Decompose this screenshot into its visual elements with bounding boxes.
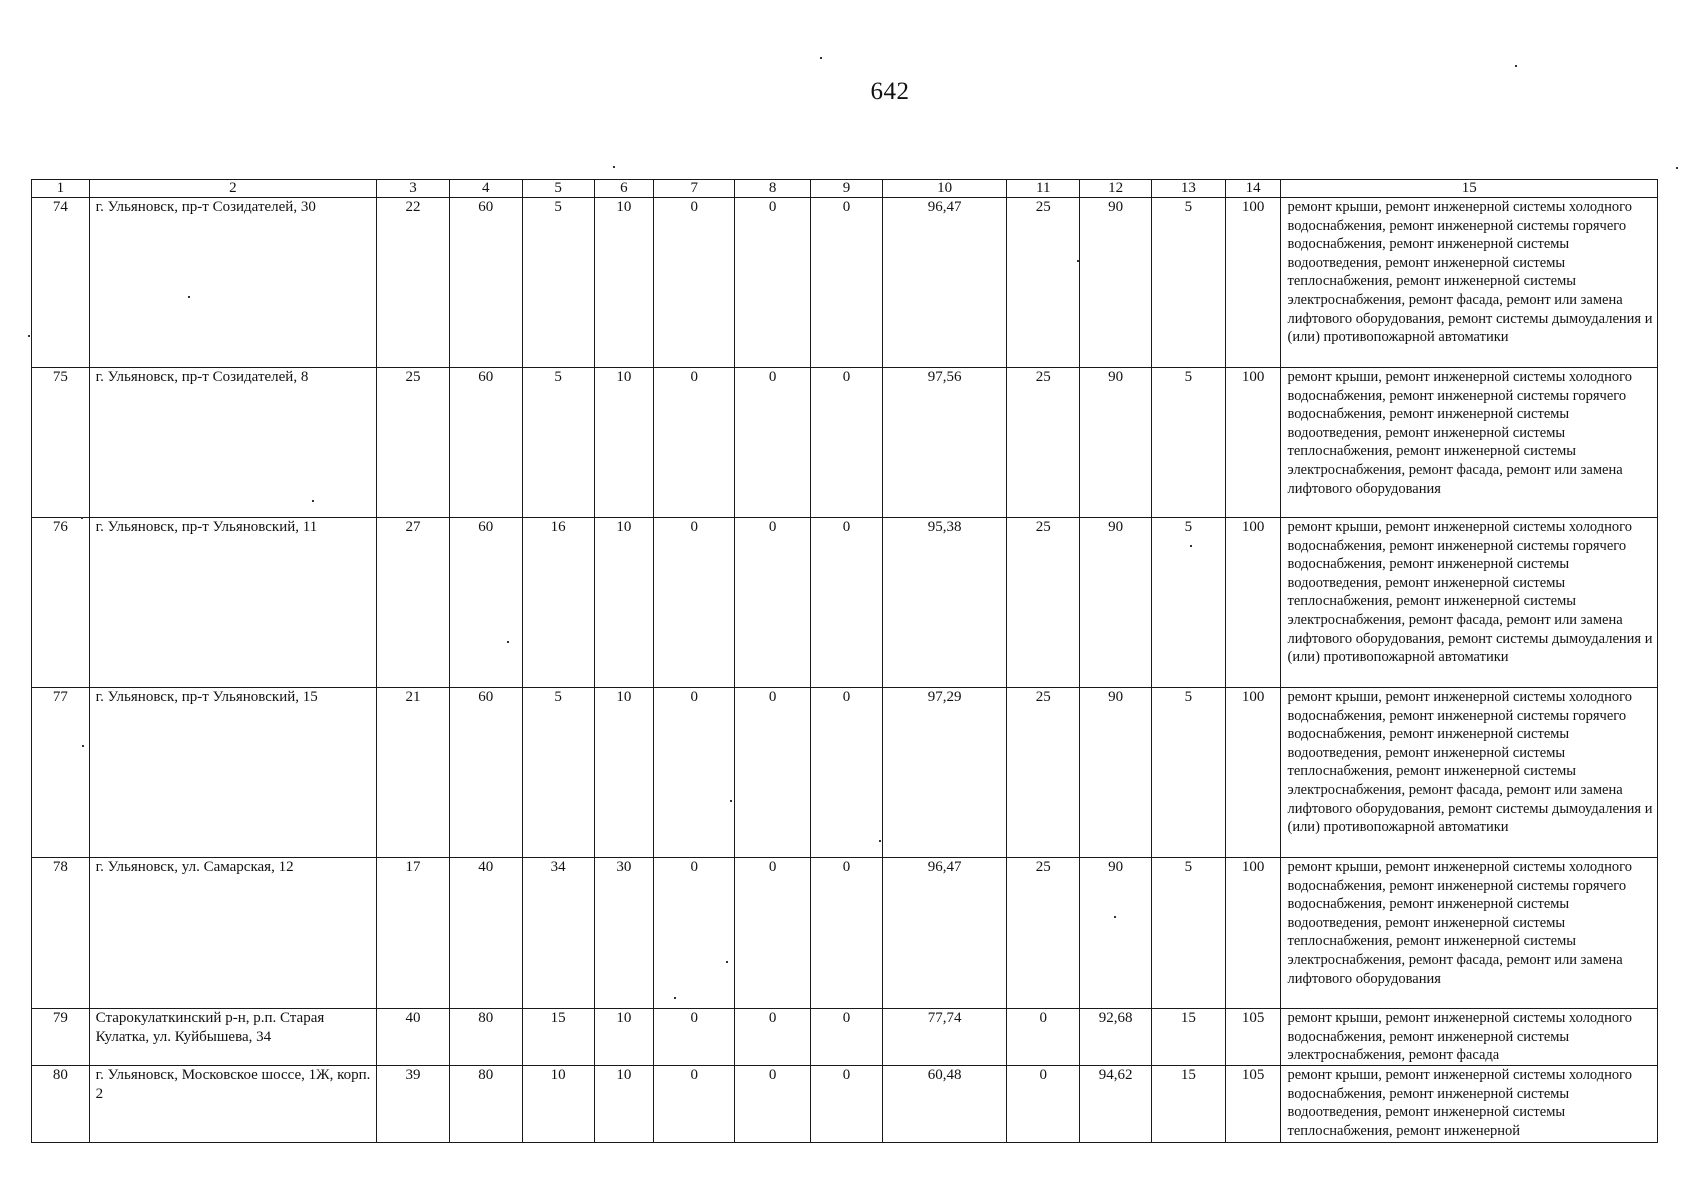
value-cell: 10 (594, 1009, 654, 1066)
value-cell: 5 (1151, 688, 1225, 858)
value-cell: 17 (377, 858, 450, 1009)
value-cell: 16 (522, 518, 594, 688)
works-cell: ремонт крыши, ремонт инженерной системы холодного водоснабжения, ремонт инженерной системы горячего водоснабжения, ремонт инженерной системы водоотведения, ремонт инженерной системы теплоснабжения, ремонт инженерной системы электроснабжения, ремонт фасада, ремонт или замена лифтового оборудования (1281, 368, 1658, 518)
value-cell: 90 (1080, 198, 1152, 368)
value-cell: 10 (522, 1066, 594, 1143)
value-cell: 90 (1080, 368, 1152, 518)
scan-speck (507, 641, 509, 643)
value-cell: 80 (449, 1066, 522, 1143)
scan-speck (726, 961, 728, 963)
address-cell: г. Ульяновск, ул. Самарская, 12 (89, 858, 376, 1009)
value-cell: 0 (735, 688, 811, 858)
row-number-cell: 80 (32, 1066, 90, 1143)
value-cell: 0 (811, 688, 883, 858)
value-cell: 95,38 (882, 518, 1006, 688)
value-cell: 0 (654, 1066, 735, 1143)
row-number-cell: 77 (32, 688, 90, 858)
table-row (32, 688, 1658, 858)
address-cell: г. Ульяновск, Московское шоссе, 1Ж, корп. 2 (89, 1066, 376, 1143)
column-header: 11 (1007, 180, 1080, 198)
value-cell: 0 (735, 1009, 811, 1066)
column-header: 10 (882, 180, 1006, 198)
scan-speck (188, 296, 190, 298)
value-cell: 5 (1151, 858, 1225, 1009)
page-number: 642 (870, 78, 910, 105)
column-header: 8 (735, 180, 811, 198)
value-cell: 0 (811, 368, 883, 518)
scan-speck (82, 745, 84, 747)
scan-speck (1515, 65, 1517, 67)
address-cell: г. Ульяновск, пр-т Созидателей, 30 (89, 198, 376, 368)
value-cell: 60,48 (882, 1066, 1006, 1143)
value-cell: 94,62 (1080, 1066, 1152, 1143)
works-cell: ремонт крыши, ремонт инженерной системы холодного водоснабжения, ремонт инженерной системы электроснабжения, ремонт фасада (1281, 1009, 1658, 1066)
column-header: 15 (1281, 180, 1658, 198)
value-cell: 0 (1007, 1009, 1080, 1066)
value-cell: 0 (811, 198, 883, 368)
value-cell: 25 (1007, 368, 1080, 518)
scan-speck (674, 997, 676, 999)
value-cell: 10 (594, 518, 654, 688)
value-cell: 90 (1080, 688, 1152, 858)
table-row (32, 368, 1658, 518)
value-cell: 5 (1151, 368, 1225, 518)
value-cell: 5 (1151, 518, 1225, 688)
scan-speck (1190, 545, 1192, 547)
address-cell: г. Ульяновск, пр-т Созидателей, 8 (89, 368, 376, 518)
value-cell: 25 (1007, 198, 1080, 368)
value-cell: 5 (522, 688, 594, 858)
scan-speck (81, 517, 83, 519)
column-header: 2 (89, 180, 376, 198)
value-cell: 5 (1151, 198, 1225, 368)
row-number-cell: 75 (32, 368, 90, 518)
value-cell: 100 (1225, 368, 1281, 518)
scan-speck (1114, 916, 1116, 918)
value-cell: 105 (1225, 1009, 1281, 1066)
scan-speck (1676, 167, 1678, 169)
column-header: 13 (1151, 180, 1225, 198)
scan-speck (312, 500, 314, 502)
value-cell: 0 (735, 368, 811, 518)
table-header-row (32, 180, 1658, 198)
value-cell: 10 (594, 368, 654, 518)
value-cell: 97,29 (882, 688, 1006, 858)
value-cell: 40 (449, 858, 522, 1009)
value-cell: 0 (654, 858, 735, 1009)
column-header: 12 (1080, 180, 1152, 198)
value-cell: 60 (449, 368, 522, 518)
value-cell: 34 (522, 858, 594, 1009)
value-cell: 80 (449, 1009, 522, 1066)
table-row (32, 858, 1658, 1009)
column-header: 6 (594, 180, 654, 198)
column-header: 1 (32, 180, 90, 198)
value-cell: 0 (654, 688, 735, 858)
value-cell: 25 (377, 368, 450, 518)
value-cell: 100 (1225, 198, 1281, 368)
value-cell: 5 (522, 368, 594, 518)
value-cell: 0 (811, 518, 883, 688)
value-cell: 5 (522, 198, 594, 368)
column-header: 9 (811, 180, 883, 198)
value-cell: 92,68 (1080, 1009, 1152, 1066)
column-header: 3 (377, 180, 450, 198)
row-number-cell: 78 (32, 858, 90, 1009)
address-cell: г. Ульяновск, пр-т Ульяновский, 11 (89, 518, 376, 688)
value-cell: 105 (1225, 1066, 1281, 1143)
value-cell: 22 (377, 198, 450, 368)
value-cell: 0 (1007, 1066, 1080, 1143)
value-cell: 15 (522, 1009, 594, 1066)
works-cell: ремонт крыши, ремонт инженерной системы холодного водоснабжения, ремонт инженерной системы горячего водоснабжения, ремонт инженерной системы водоотведения, ремонт инженерной системы теплоснабжения, ремонт инженерной системы электроснабжения, ремонт фасада, ремонт или замена лифтового оборудования, ремонт системы дымоудаления и (или) противопожарной автоматики (1281, 198, 1658, 368)
value-cell: 0 (811, 1009, 883, 1066)
value-cell: 25 (1007, 688, 1080, 858)
address-cell: Старокулаткинский р-н, р.п. Старая Кулатка, ул. Куйбышева, 34 (89, 1009, 376, 1066)
value-cell: 0 (735, 198, 811, 368)
value-cell: 39 (377, 1066, 450, 1143)
value-cell: 0 (654, 1009, 735, 1066)
table-row (32, 198, 1658, 368)
value-cell: 21 (377, 688, 450, 858)
value-cell: 90 (1080, 858, 1152, 1009)
scan-speck (879, 840, 881, 842)
value-cell: 0 (735, 1066, 811, 1143)
column-header: 7 (654, 180, 735, 198)
value-cell: 96,47 (882, 198, 1006, 368)
value-cell: 0 (654, 198, 735, 368)
works-cell: ремонт крыши, ремонт инженерной системы холодного водоснабжения, ремонт инженерной системы горячего водоснабжения, ремонт инженерной системы водоотведения, ремонт инженерной системы теплоснабжения, ремонт инженерной системы электроснабжения, ремонт фасада, ремонт или замена лифтового оборудования, ремонт системы дымоудаления и (или) противопожарной автоматики (1281, 518, 1658, 688)
scan-speck (730, 800, 732, 802)
row-number-cell: 74 (32, 198, 90, 368)
scan-speck (820, 57, 822, 59)
table-row (32, 518, 1658, 688)
value-cell: 100 (1225, 858, 1281, 1009)
value-cell: 25 (1007, 518, 1080, 688)
value-cell: 77,74 (882, 1009, 1006, 1066)
value-cell: 15 (1151, 1066, 1225, 1143)
value-cell: 60 (449, 688, 522, 858)
value-cell: 97,56 (882, 368, 1006, 518)
works-cell: ремонт крыши, ремонт инженерной системы холодного водоснабжения, ремонт инженерной системы горячего водоснабжения, ремонт инженерной системы водоотведения, ремонт инженерной системы теплоснабжения, ремонт инженерной системы электроснабжения, ремонт фасада, ремонт или замена лифтового оборудования, ремонт системы дымоудаления и (или) противопожарной автоматики (1281, 688, 1658, 858)
column-header: 4 (449, 180, 522, 198)
row-number-cell: 76 (32, 518, 90, 688)
value-cell: 15 (1151, 1009, 1225, 1066)
value-cell: 0 (735, 858, 811, 1009)
value-cell: 10 (594, 1066, 654, 1143)
value-cell: 0 (811, 1066, 883, 1143)
value-cell: 100 (1225, 688, 1281, 858)
column-header: 5 (522, 180, 594, 198)
works-cell: ремонт крыши, ремонт инженерной системы холодного водоснабжения, ремонт инженерной системы водоотведения, ремонт инженерной системы теплоснабжения, ремонт инженерной (1281, 1066, 1658, 1143)
row-number-cell: 79 (32, 1009, 90, 1066)
works-table (31, 179, 1658, 1143)
value-cell: 40 (377, 1009, 450, 1066)
value-cell: 96,47 (882, 858, 1006, 1009)
scan-speck (28, 335, 30, 337)
value-cell: 0 (654, 518, 735, 688)
scan-speck (1077, 260, 1079, 262)
address-cell: г. Ульяновск, пр-т Ульяновский, 15 (89, 688, 376, 858)
value-cell: 100 (1225, 518, 1281, 688)
value-cell: 27 (377, 518, 450, 688)
value-cell: 30 (594, 858, 654, 1009)
value-cell: 90 (1080, 518, 1152, 688)
value-cell: 0 (735, 518, 811, 688)
column-header: 14 (1225, 180, 1281, 198)
value-cell: 60 (449, 518, 522, 688)
works-cell: ремонт крыши, ремонт инженерной системы холодного водоснабжения, ремонт инженерной системы горячего водоснабжения, ремонт инженерной системы водоотведения, ремонт инженерной системы теплоснабжения, ремонт инженерной системы электроснабжения, ремонт фасада, ремонт или замена лифтового оборудования (1281, 858, 1658, 1009)
value-cell: 25 (1007, 858, 1080, 1009)
value-cell: 0 (654, 368, 735, 518)
value-cell: 0 (811, 858, 883, 1009)
scan-speck (613, 166, 615, 168)
value-cell: 60 (449, 198, 522, 368)
value-cell: 10 (594, 198, 654, 368)
table-row (32, 1066, 1658, 1143)
value-cell: 10 (594, 688, 654, 858)
table-row (32, 1009, 1658, 1066)
